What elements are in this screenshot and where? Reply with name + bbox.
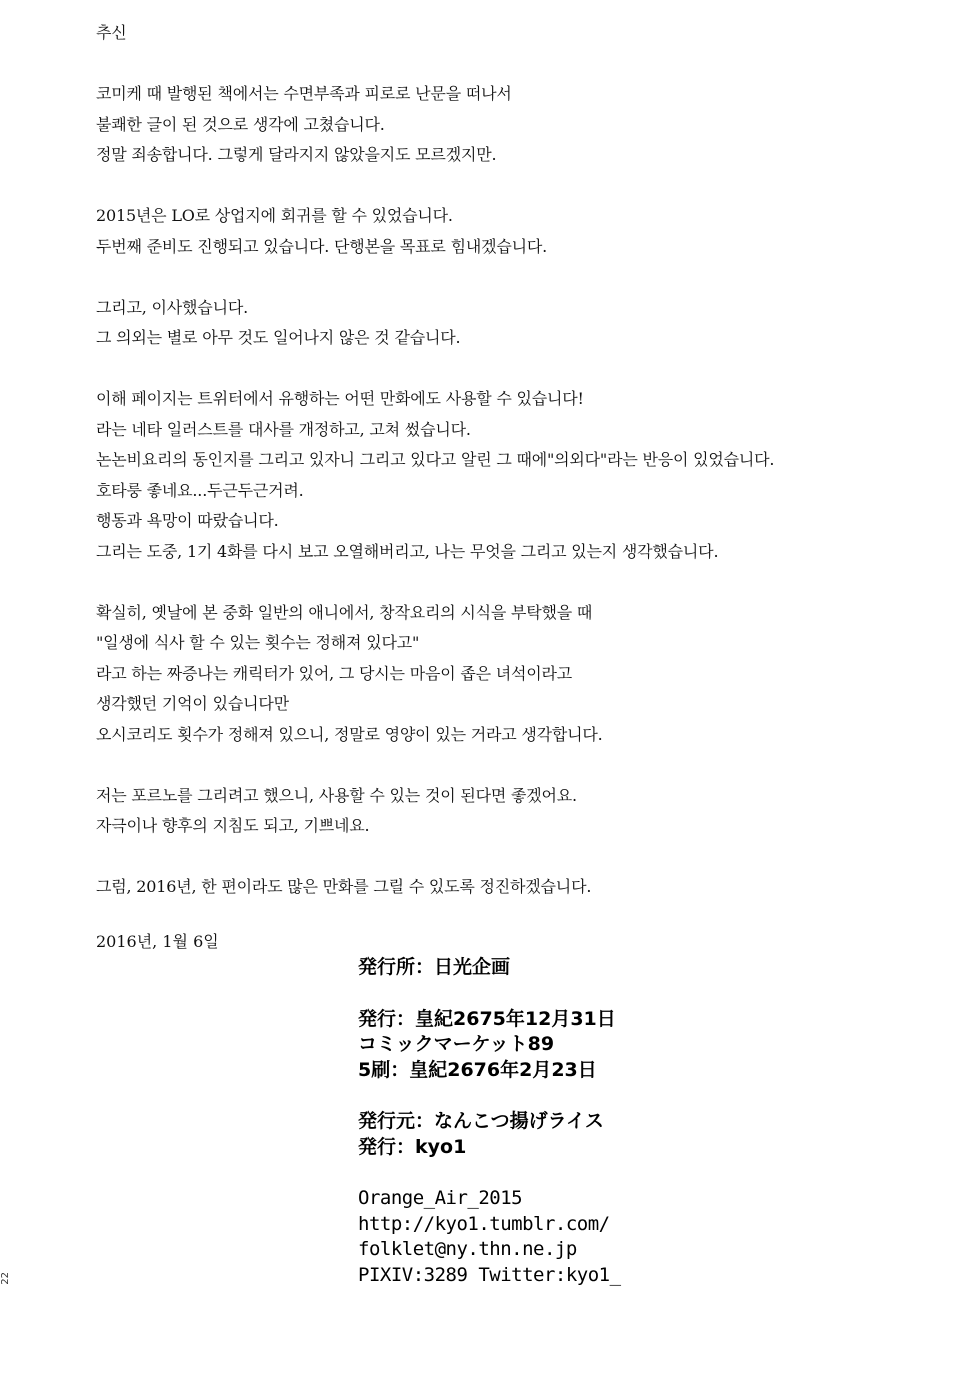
postscript-body xyxy=(96,18,916,903)
text-line: 불쾌한 글이 된 것으로 생각에 고쳤습니다. xyxy=(96,114,385,134)
social-handles: PIXIV:3289 Twitter:kyo1_ xyxy=(358,1263,621,1286)
paragraph-gap xyxy=(96,262,916,293)
paragraph-gap xyxy=(96,171,916,202)
text-line: 생각했던 기억이 있습니다만 xyxy=(96,694,289,713)
publisher-origin: 発行元：なんこつ揚げライス xyxy=(358,1110,604,1132)
fifth-print-date: 5刷：皇紀2676年2月23日 xyxy=(358,1058,597,1081)
paragraph-gap xyxy=(96,354,916,385)
text-line: 그 의외는 별로 아무 것도 일어나지 않은 것 같습니다. xyxy=(96,328,461,347)
first-edition-date: 発行：皇紀2675年12月31日 xyxy=(358,1007,616,1030)
text-line: 정말 죄송합니다. 그렇게 달라지지 않았을지도 모르겠지만. xyxy=(96,145,497,164)
issuer: 発行：kyo1 xyxy=(358,1135,467,1158)
page-number: 22 xyxy=(0,1272,11,1285)
postscript-heading: 추신 xyxy=(96,23,127,42)
text-line: 저는 포르노를 그리려고 했으니, 사용할 수 있는 것이 된다면 좋겠어요. xyxy=(96,785,577,805)
circle-name: Orange_Air_2015 xyxy=(358,1187,523,1209)
website-url: http://kyo1.tumblr.com/ xyxy=(358,1212,610,1235)
text-line: 그리고, 이사했습니다. xyxy=(96,297,248,317)
paragraph-gap xyxy=(96,842,916,873)
text-line: 그리는 도중, 1기 4화를 다시 보고 오열해버리고, 나는 무엇을 그리고 있는지 생각했습니다. xyxy=(96,541,719,561)
postscript-date: 2016년, 1월 6일 xyxy=(96,932,219,951)
text-line: 호타룽 좋네요...두근두근거려. xyxy=(96,480,304,500)
text-line: 행동과 욕망이 따랐습니다. xyxy=(96,511,279,530)
text-line: 그럼, 2016년, 한 편이라도 많은 만화를 그릴 수 있도록 정진하겠습니다. xyxy=(96,877,592,896)
text-line: "일생에 식사 할 수 있는 횟수는 정해져 있다고" xyxy=(96,633,420,652)
text-line: 오시코리도 횟수가 정해져 있으니, 정말로 영양이 있는 거라고 생각합니다. xyxy=(96,724,603,744)
email-address: folklet@ny.thn.ne.jp xyxy=(358,1238,577,1260)
colophon xyxy=(358,955,621,1288)
text-line: 논논비요리의 동인지를 그리고 있자니 그리고 있다고 알린 그 때에"의외다"라는 반응이 있었습니다. xyxy=(96,450,775,469)
event-name: コミックマーケット89 xyxy=(358,1033,555,1055)
colophon-gap xyxy=(358,1160,621,1186)
text-line: 2015년은 LO로 상업지에 회귀를 할 수 있었습니다. xyxy=(96,206,453,225)
text-line: 두번째 준비도 진행되고 있습니다. 단행본을 목표로 힘내겠습니다. xyxy=(96,236,548,256)
text-line: 코미케 때 발행된 책에서는 수면부족과 피로로 난문을 떠나서 xyxy=(96,84,512,103)
text-line: 자극이나 향후의 지침도 되고, 기쁘네요. xyxy=(96,816,370,835)
paragraph-gap xyxy=(96,750,916,781)
paragraph-gap xyxy=(96,567,916,598)
text-line: 이해 페이지는 트위터에서 유행하는 어떤 만화에도 사용할 수 있습니다! xyxy=(96,389,584,408)
colophon-gap xyxy=(358,1083,621,1109)
text-line: 라고 하는 짜증나는 캐릭터가 있어, 그 당시는 마음이 좁은 녀석이라고 xyxy=(96,663,573,683)
text-line: 확실히, 옛날에 본 중화 일반의 애니에서, 창작요리의 시식을 부탁했을 때 xyxy=(96,602,593,622)
publisher-office: 発行所：日光企画 xyxy=(358,956,511,978)
paragraph-gap xyxy=(96,49,916,80)
text-line: 라는 네타 일러스트를 대사를 개정하고, 고쳐 썼습니다. xyxy=(96,419,471,439)
colophon-gap xyxy=(358,981,621,1007)
